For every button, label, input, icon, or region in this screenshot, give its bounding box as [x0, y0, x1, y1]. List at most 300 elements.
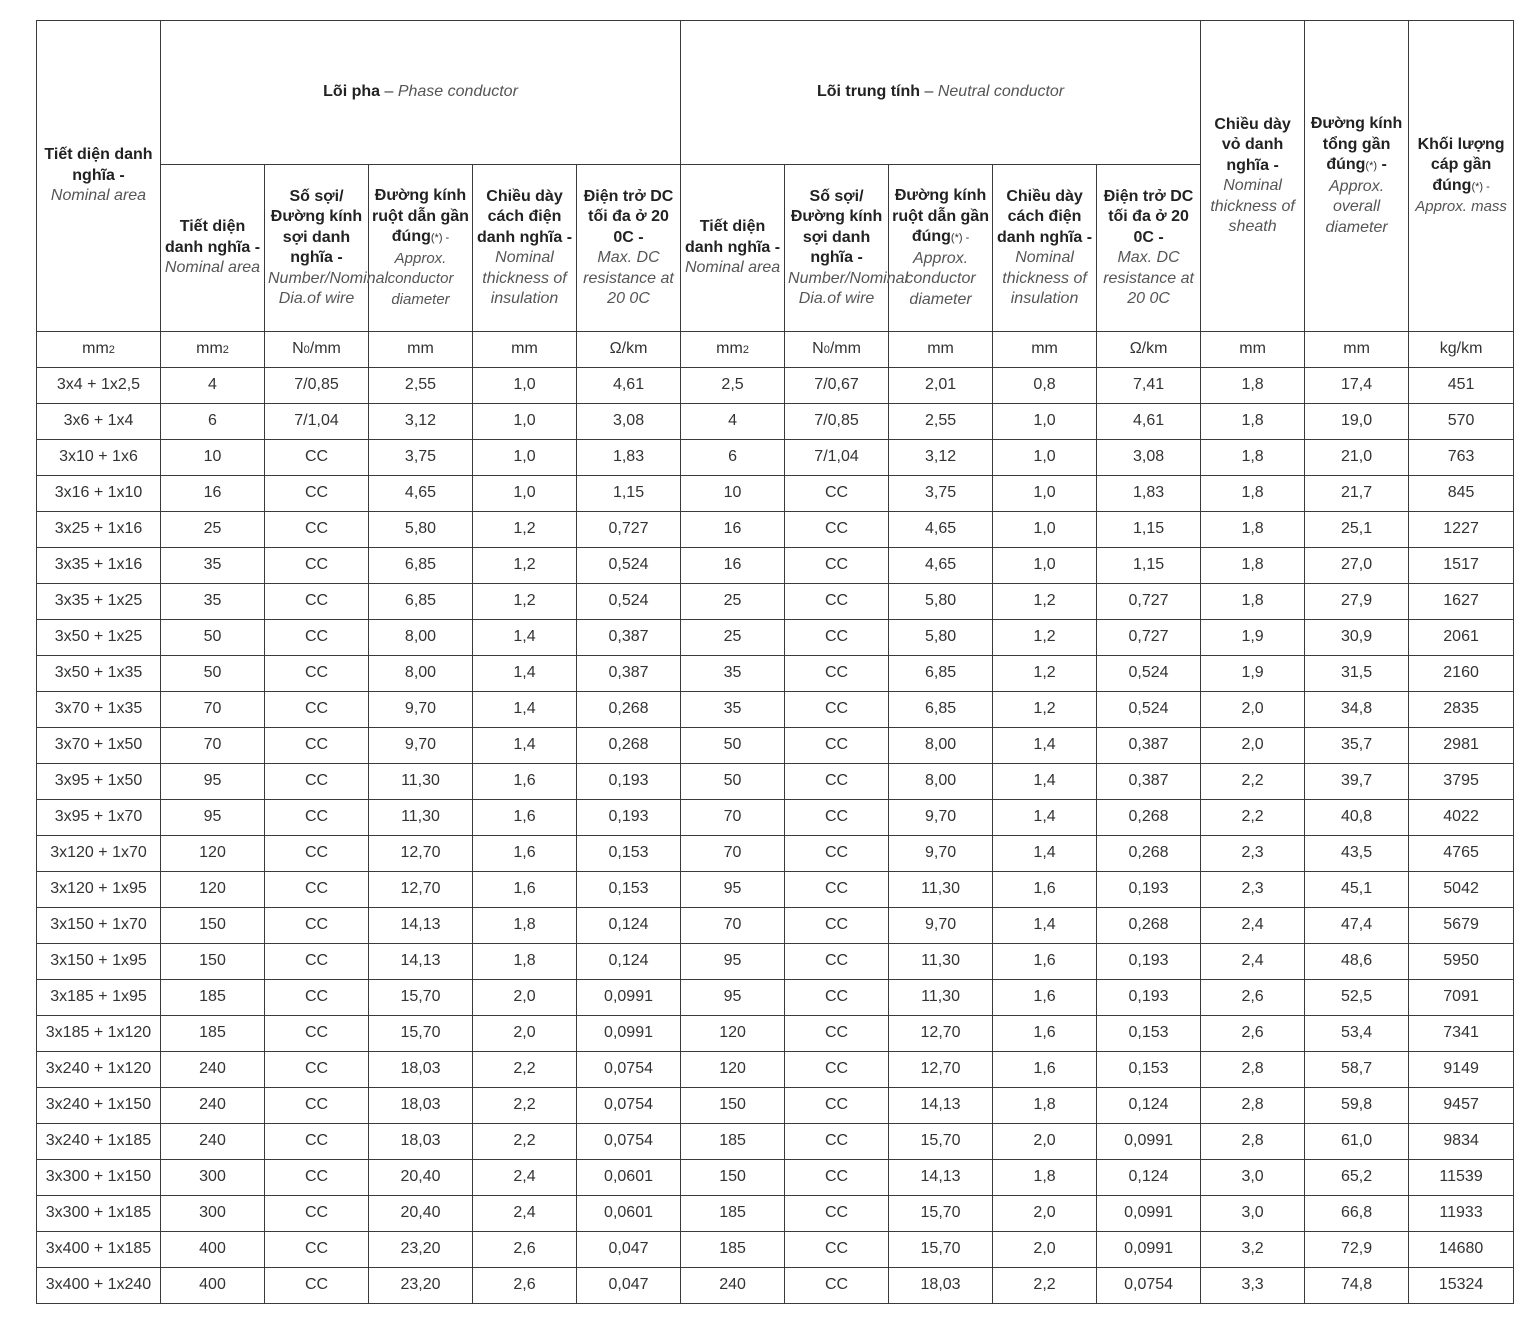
table-cell: 240 [161, 1124, 265, 1160]
neutral-header-resistance: Điện trở DC tối đa ở 20 0C - Max. DC resistance at 20 0C [1097, 165, 1201, 332]
unit-cell: kg/km [1409, 332, 1514, 368]
table-cell: 845 [1409, 476, 1514, 512]
table-cell: CC [265, 908, 369, 944]
table-cell: 25,1 [1305, 512, 1409, 548]
table-cell: 2,4 [1201, 944, 1305, 980]
unit-cell: N0/mm [265, 332, 369, 368]
table-cell: 0,153 [577, 872, 681, 908]
table-cell: 5,80 [889, 620, 993, 656]
table-cell: 0,0991 [1097, 1124, 1201, 1160]
table-cell: 9457 [1409, 1088, 1514, 1124]
table-cell: 2,6 [473, 1232, 577, 1268]
table-cell: 1,4 [473, 728, 577, 764]
table-cell: 1,0 [473, 368, 577, 404]
table-cell: 9,70 [889, 836, 993, 872]
table-cell: 1,6 [473, 800, 577, 836]
table-cell: 2,2 [1201, 800, 1305, 836]
table-cell: 0,0601 [577, 1196, 681, 1232]
table-cell: CC [265, 692, 369, 728]
table-cell: 58,7 [1305, 1052, 1409, 1088]
table-row [37, 1196, 1514, 1232]
table-cell: 11,30 [889, 980, 993, 1016]
table-cell: 4,65 [889, 512, 993, 548]
table-cell: 3x240 + 1x120 [37, 1052, 161, 1088]
table-cell: 0,268 [1097, 908, 1201, 944]
table-cell: 5042 [1409, 872, 1514, 908]
table-cell: 5,80 [889, 584, 993, 620]
table-cell: 2835 [1409, 692, 1514, 728]
table-cell: CC [265, 440, 369, 476]
table-row [37, 1052, 1514, 1088]
table-cell: 300 [161, 1160, 265, 1196]
table-cell: CC [785, 980, 889, 1016]
unit-cell: mm [993, 332, 1097, 368]
table-cell: 0,727 [1097, 584, 1201, 620]
table-cell: 0,387 [1097, 728, 1201, 764]
table-cell: 3,2 [1201, 1232, 1305, 1268]
table-cell: 0,0991 [1097, 1232, 1201, 1268]
table-cell: 15324 [1409, 1268, 1514, 1304]
table-cell: CC [265, 1124, 369, 1160]
table-cell: 2061 [1409, 620, 1514, 656]
table-cell: CC [785, 1196, 889, 1232]
table-cell: 1,8 [1201, 440, 1305, 476]
table-cell: 1,8 [1201, 404, 1305, 440]
table-cell: 2,4 [473, 1196, 577, 1232]
table-cell: 185 [161, 980, 265, 1016]
table-cell: 3,75 [889, 476, 993, 512]
table-cell: 1,6 [473, 836, 577, 872]
table-cell: CC [265, 620, 369, 656]
table-cell: 6,85 [369, 548, 473, 584]
table-cell: 50 [681, 728, 785, 764]
table-cell: 18,03 [369, 1052, 473, 1088]
table-cell: CC [785, 1232, 889, 1268]
table-cell: CC [265, 476, 369, 512]
neutral-header-diameter: Đường kính ruột dẫn gần đúng(*) - Approx. conductor diameter [889, 165, 993, 332]
table-cell: 1,15 [1097, 512, 1201, 548]
table-cell: CC [265, 1268, 369, 1304]
table-row [37, 728, 1514, 764]
table-cell: 2,3 [1201, 836, 1305, 872]
table-row [37, 584, 1514, 620]
unit-cell: N0/mm [785, 332, 889, 368]
table-cell: 8,00 [369, 620, 473, 656]
table-cell: 14680 [1409, 1232, 1514, 1268]
table-cell: 8,00 [889, 728, 993, 764]
table-cell: 3,0 [1201, 1196, 1305, 1232]
table-cell: 3x6 + 1x4 [37, 404, 161, 440]
table-cell: 120 [161, 836, 265, 872]
table-row [37, 908, 1514, 944]
table-cell: 0,193 [577, 764, 681, 800]
table-cell: 16 [681, 548, 785, 584]
table-row [37, 368, 1514, 404]
table-cell: 9149 [1409, 1052, 1514, 1088]
table-cell: 185 [681, 1232, 785, 1268]
table-cell: 70 [161, 728, 265, 764]
table-cell: CC [265, 980, 369, 1016]
table-cell: 0,268 [1097, 800, 1201, 836]
table-cell: 35,7 [1305, 728, 1409, 764]
table-cell: 70 [681, 836, 785, 872]
header-phase-conductor: Lõi pha – Phase conductor [161, 21, 681, 165]
table-cell: 1,8 [1201, 548, 1305, 584]
table-cell: 1,83 [577, 440, 681, 476]
table-row [37, 476, 1514, 512]
table-cell: 1,8 [1201, 368, 1305, 404]
table-cell: 2,3 [1201, 872, 1305, 908]
table-cell: CC [265, 800, 369, 836]
table-cell: 14,13 [369, 944, 473, 980]
table-cell: 48,6 [1305, 944, 1409, 980]
table-cell: 11,30 [369, 800, 473, 836]
table-cell: CC [265, 872, 369, 908]
table-cell: 11,30 [369, 764, 473, 800]
table-cell: 763 [1409, 440, 1514, 476]
table-cell: CC [265, 1016, 369, 1052]
table-cell: CC [785, 1016, 889, 1052]
table-row [37, 404, 1514, 440]
table-cell: 31,5 [1305, 656, 1409, 692]
table-cell: 2,0 [993, 1232, 1097, 1268]
table-cell: 35 [161, 584, 265, 620]
table-cell: 6,85 [889, 692, 993, 728]
table-cell: 3x400 + 1x240 [37, 1268, 161, 1304]
unit-cell: mm2 [161, 332, 265, 368]
table-cell: 1,6 [473, 764, 577, 800]
table-cell: 1,0 [473, 476, 577, 512]
table-cell: 1517 [1409, 548, 1514, 584]
table-cell: 400 [161, 1268, 265, 1304]
table-cell: 3x50 + 1x35 [37, 656, 161, 692]
table-cell: 150 [161, 944, 265, 980]
table-cell: 0,387 [577, 656, 681, 692]
table-row [37, 872, 1514, 908]
table-cell: 6 [681, 440, 785, 476]
table-row [37, 1160, 1514, 1196]
table-cell: 9834 [1409, 1124, 1514, 1160]
table-cell: 12,70 [369, 836, 473, 872]
table-cell: 2,0 [1201, 692, 1305, 728]
table-cell: 0,047 [577, 1268, 681, 1304]
table-cell: 21,0 [1305, 440, 1409, 476]
table-cell: 10 [681, 476, 785, 512]
table-cell: 14,13 [889, 1160, 993, 1196]
table-cell: CC [265, 1196, 369, 1232]
table-cell: CC [265, 836, 369, 872]
table-cell: 3,12 [889, 440, 993, 476]
table-cell: 2,2 [473, 1052, 577, 1088]
table-cell: CC [785, 800, 889, 836]
table-cell: 0,0601 [577, 1160, 681, 1196]
table-cell: 1,8 [1201, 512, 1305, 548]
table-cell: 7/1,04 [265, 404, 369, 440]
table-cell: 2,5 [681, 368, 785, 404]
table-cell: 3x16 + 1x10 [37, 476, 161, 512]
phase-header-diameter: Đường kính ruột dẫn gần đúng(*) - Approx. conductor diameter [369, 165, 473, 332]
table-cell: 120 [681, 1052, 785, 1088]
table-cell: 14,13 [369, 908, 473, 944]
table-cell: 11,30 [889, 944, 993, 980]
table-cell: 1,4 [993, 764, 1097, 800]
table-cell: 1,2 [473, 584, 577, 620]
table-cell: 30,9 [1305, 620, 1409, 656]
table-cell: 3,12 [369, 404, 473, 440]
table-cell: 1,6 [993, 1016, 1097, 1052]
table-cell: 61,0 [1305, 1124, 1409, 1160]
table-cell: CC [785, 764, 889, 800]
table-cell: 12,70 [889, 1052, 993, 1088]
table-cell: 0,124 [577, 908, 681, 944]
table-cell: CC [265, 728, 369, 764]
table-cell: 3x70 + 1x35 [37, 692, 161, 728]
table-cell: 3x150 + 1x95 [37, 944, 161, 980]
table-cell: 1,2 [993, 584, 1097, 620]
table-cell: 4765 [1409, 836, 1514, 872]
table-cell: 1,2 [473, 548, 577, 584]
table-cell: 1,15 [1097, 548, 1201, 584]
unit-cell: mm [473, 332, 577, 368]
table-cell: 16 [161, 476, 265, 512]
table-cell: 18,03 [369, 1124, 473, 1160]
table-cell: 2,01 [889, 368, 993, 404]
table-cell: 3x120 + 1x95 [37, 872, 161, 908]
table-cell: 3x95 + 1x50 [37, 764, 161, 800]
table-cell: 2,0 [993, 1124, 1097, 1160]
unit-cell: mm [889, 332, 993, 368]
table-cell: 2,0 [1201, 728, 1305, 764]
table-cell: 1,8 [993, 1088, 1097, 1124]
table-cell: 300 [161, 1196, 265, 1232]
table-cell: 4,65 [369, 476, 473, 512]
table-cell: 1227 [1409, 512, 1514, 548]
table-cell: CC [265, 764, 369, 800]
table-cell: 1,8 [1201, 476, 1305, 512]
table-cell: 3x10 + 1x6 [37, 440, 161, 476]
table-cell: 0,524 [1097, 656, 1201, 692]
table-cell: CC [785, 620, 889, 656]
table-cell: 2,4 [1201, 908, 1305, 944]
table-cell: 1,4 [993, 728, 1097, 764]
phase-header-resistance: Điện trở DC tối đa ở 20 0C - Max. DC resistance at 20 0C [577, 165, 681, 332]
table-cell: 570 [1409, 404, 1514, 440]
table-cell: 15,70 [889, 1232, 993, 1268]
table-cell: CC [265, 944, 369, 980]
table-cell: 65,2 [1305, 1160, 1409, 1196]
table-cell: 15,70 [889, 1196, 993, 1232]
table-cell: 3,0 [1201, 1160, 1305, 1196]
table-cell: 2160 [1409, 656, 1514, 692]
neutral-header-wires: Số sợi/Đường kính sợi danh nghĩa - Number/Nominal Dia.of wire [785, 165, 889, 332]
table-cell: 10 [161, 440, 265, 476]
table-cell: 1,0 [993, 512, 1097, 548]
table-cell: 4 [681, 404, 785, 440]
table-cell: CC [785, 836, 889, 872]
table-cell: 1,6 [993, 872, 1097, 908]
table-cell: 47,4 [1305, 908, 1409, 944]
table-cell: 20,40 [369, 1160, 473, 1196]
table-cell: 15,70 [889, 1124, 993, 1160]
table-cell: 1,6 [993, 980, 1097, 1016]
unit-cell: Ω/km [1097, 332, 1201, 368]
table-cell: CC [785, 692, 889, 728]
table-cell: 3x400 + 1x185 [37, 1232, 161, 1268]
table-cell: 4022 [1409, 800, 1514, 836]
table-row [37, 1088, 1514, 1124]
table-cell: 0,727 [577, 512, 681, 548]
table-row [37, 440, 1514, 476]
table-cell: 4 [161, 368, 265, 404]
table-cell: 2,55 [889, 404, 993, 440]
table-body [37, 368, 1514, 1304]
table-cell: 3x185 + 1x120 [37, 1016, 161, 1052]
header-sheath-thickness: Chiều dày vỏ danh nghĩa - Nominal thickness of sheath [1201, 21, 1305, 332]
table-cell: 0,524 [577, 584, 681, 620]
table-cell: 0,524 [577, 548, 681, 584]
table-cell: 0,193 [1097, 944, 1201, 980]
table-cell: CC [265, 512, 369, 548]
table-cell: 15,70 [369, 980, 473, 1016]
table-cell: CC [265, 584, 369, 620]
table-cell: 21,7 [1305, 476, 1409, 512]
table-cell: CC [785, 872, 889, 908]
unit-cell: mm [1201, 332, 1305, 368]
table-cell: 18,03 [889, 1268, 993, 1304]
table-cell: 0,0991 [577, 1016, 681, 1052]
table-cell: 0,524 [1097, 692, 1201, 728]
table-row [37, 944, 1514, 980]
table-row [37, 620, 1514, 656]
table-cell: 1,0 [473, 404, 577, 440]
table-cell: CC [785, 728, 889, 764]
table-cell: 8,00 [369, 656, 473, 692]
table-cell: 0,387 [1097, 764, 1201, 800]
table-cell: CC [785, 944, 889, 980]
table-cell: CC [785, 1124, 889, 1160]
table-cell: 240 [161, 1088, 265, 1124]
table-cell: 0,0754 [577, 1052, 681, 1088]
table-cell: 0,124 [1097, 1160, 1201, 1196]
cable-spec-table [36, 20, 1514, 1304]
table-cell: 34,8 [1305, 692, 1409, 728]
table-cell: 39,7 [1305, 764, 1409, 800]
table-cell: 5950 [1409, 944, 1514, 980]
table-cell: 50 [161, 620, 265, 656]
table-cell: 1,6 [993, 1052, 1097, 1088]
table-cell: CC [265, 1088, 369, 1124]
table-cell: 0,0754 [577, 1124, 681, 1160]
table-cell: 2,6 [1201, 1016, 1305, 1052]
table-cell: 9,70 [889, 800, 993, 836]
table-cell: 0,0754 [1097, 1268, 1201, 1304]
header-nominal-area: Tiết diện danh nghĩa - Nominal area [37, 21, 161, 332]
table-cell: 120 [681, 1016, 785, 1052]
table-cell: 7/0,85 [785, 404, 889, 440]
table-cell: 3x4 + 1x2,5 [37, 368, 161, 404]
table-cell: 150 [161, 908, 265, 944]
table-cell: 240 [681, 1268, 785, 1304]
table-cell: 2,6 [1201, 980, 1305, 1016]
table-cell: 2,8 [1201, 1088, 1305, 1124]
table-cell: 2,2 [993, 1268, 1097, 1304]
table-cell: CC [785, 584, 889, 620]
table-cell: 25 [681, 584, 785, 620]
table-cell: 240 [161, 1052, 265, 1088]
table-cell: 7/0,67 [785, 368, 889, 404]
table-cell: 66,8 [1305, 1196, 1409, 1232]
table-cell: 0,124 [1097, 1088, 1201, 1124]
table-cell: 0,0991 [1097, 1196, 1201, 1232]
table-cell: 2,0 [993, 1196, 1097, 1232]
table-cell: 1,9 [1201, 656, 1305, 692]
table-cell: 8,00 [889, 764, 993, 800]
table-cell: 3x25 + 1x16 [37, 512, 161, 548]
table-cell: 11,30 [889, 872, 993, 908]
table-cell: 11933 [1409, 1196, 1514, 1232]
table-cell: CC [265, 548, 369, 584]
table-row [37, 1268, 1514, 1304]
table-cell: 25 [161, 512, 265, 548]
table-cell: 1,8 [1201, 584, 1305, 620]
table-cell: 3x185 + 1x95 [37, 980, 161, 1016]
header-overall-diameter: Đường kính tổng gần đúng(*) - Approx. overall diameter [1305, 21, 1409, 332]
table-cell: 70 [681, 800, 785, 836]
table-cell: 0,193 [1097, 980, 1201, 1016]
table-cell: 150 [681, 1088, 785, 1124]
table-cell: 45,1 [1305, 872, 1409, 908]
table-cell: 0,268 [577, 728, 681, 764]
table-cell: 1,4 [473, 692, 577, 728]
table-cell: 120 [161, 872, 265, 908]
table-cell: CC [785, 548, 889, 584]
table-cell: 185 [681, 1196, 785, 1232]
table-cell: 0,387 [577, 620, 681, 656]
table-cell: 1,2 [473, 512, 577, 548]
table-cell: 9,70 [369, 728, 473, 764]
table-cell: 3x35 + 1x16 [37, 548, 161, 584]
table-cell: 1,2 [993, 692, 1097, 728]
table-cell: 1,4 [473, 620, 577, 656]
table-cell: 53,4 [1305, 1016, 1409, 1052]
table-cell: 35 [681, 656, 785, 692]
table-cell: 0,153 [577, 836, 681, 872]
table-cell: 1,6 [473, 872, 577, 908]
table-cell: 2,2 [473, 1124, 577, 1160]
table-cell: 3x240 + 1x185 [37, 1124, 161, 1160]
table-cell: 0,153 [1097, 1016, 1201, 1052]
table-cell: 15,70 [369, 1016, 473, 1052]
table-cell: 150 [681, 1160, 785, 1196]
table-cell: 40,8 [1305, 800, 1409, 836]
table-cell: CC [785, 512, 889, 548]
table-cell: 0,268 [577, 692, 681, 728]
table-cell: 1,83 [1097, 476, 1201, 512]
table-cell: CC [785, 476, 889, 512]
table-cell: CC [265, 1232, 369, 1268]
table-row [37, 800, 1514, 836]
table-cell: 1,0 [993, 548, 1097, 584]
table-row [37, 1016, 1514, 1052]
table-row [37, 692, 1514, 728]
table-cell: 3,75 [369, 440, 473, 476]
unit-cell: mm2 [37, 332, 161, 368]
units-row [37, 332, 1514, 368]
table-cell: 6,85 [369, 584, 473, 620]
table-cell: 95 [681, 944, 785, 980]
table-row [37, 512, 1514, 548]
header-approx-mass: Khối lượng cáp gần đúng(*) - Approx. mass [1409, 21, 1514, 332]
